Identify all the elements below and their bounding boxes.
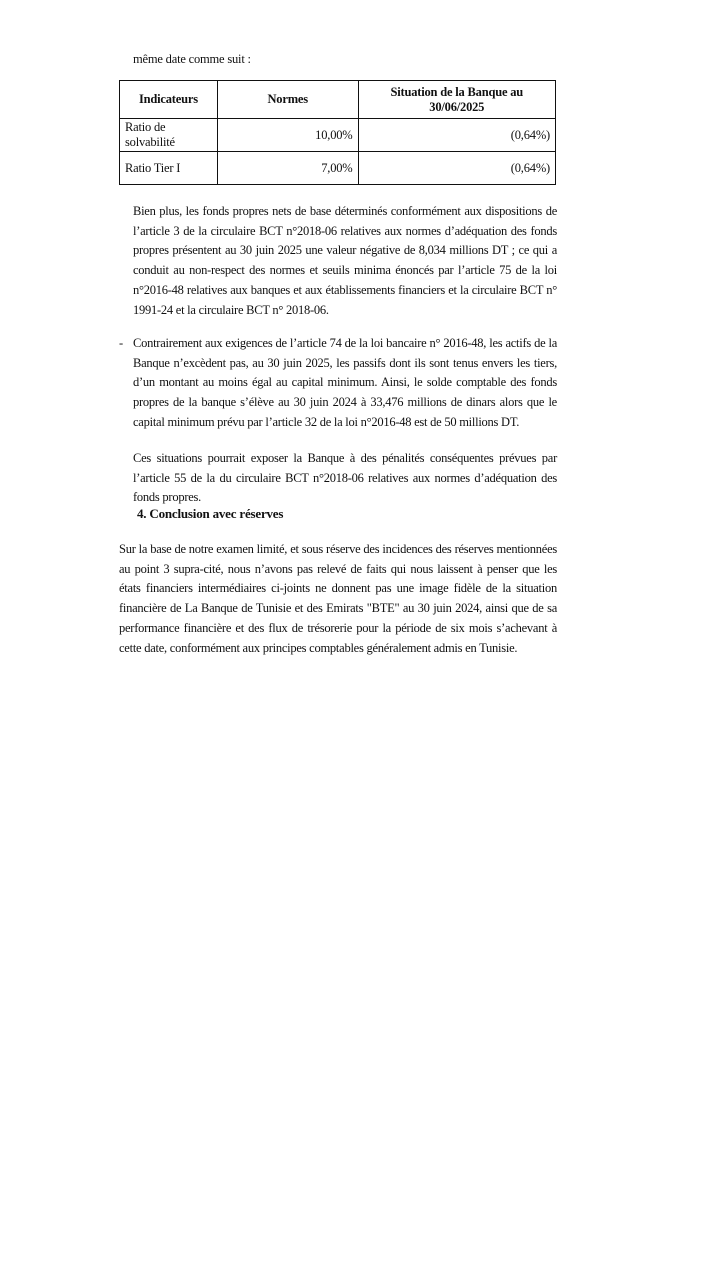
table-cell-indicator: Ratio Tier I: [120, 152, 218, 185]
table-cell-norm: 7,00%: [217, 152, 358, 185]
ratios-table: [119, 80, 556, 185]
table-row: [120, 152, 556, 185]
table-cell-situation: (0,64%): [358, 152, 555, 185]
paragraph-conclusion: Sur la base de notre examen limité, et sous réserve des incidences des réserves mentionnées au point 3 supra-cité, nous n’avons pas relevé de faits qui nous laissent à penser que les états financiers intermédiaires ci-joints ne donnent pas une image fidèle de la situation financière de La Banque de Tunisie et des Emirats "BTE" au 30 juin 2024, ainsi que de sa performance financière et des flux de trésorerie pour la période de six mois s’achevant à cette date, conformément aux principes comptables généralement admis en Tunisie.: [119, 542, 557, 655]
paragraph-fonds-propres: Bien plus, les fonds propres nets de base déterminés conformément aux dispositions de l’article 3 de la circulaire BCT n°2018-06 relatives aux normes d’adéquation des fonds propres présentent au 30 juin 2025 une valeur négative de 8,034 millions DT ; ce qui a conduit au non-respect des normes et seuils minima énoncés par l’article 75 de la loi n°2016-48 relatives aux banques et aux établissements financiers et la circulaire BCT n° 1991-24 et la circulaire BCT n° 2018-06.: [133, 204, 557, 317]
header-indicateurs: Indicateurs: [120, 81, 218, 119]
table-cell-norm: 10,00%: [217, 119, 358, 152]
header-situation: Situation de la Banque au 30/06/2025: [358, 81, 555, 119]
section-heading-conclusion: 4. Conclusion avec réserves: [137, 506, 284, 521]
table-cell-indicator: Ratio de solvabilité: [120, 119, 218, 152]
table-cell-situation: (0,64%): [358, 119, 555, 152]
header-normes: Normes: [217, 81, 358, 119]
intro-text: même date comme suit :: [133, 52, 251, 66]
paragraph-article-74: Contrairement aux exigences de l’article 74 de la loi bancaire n° 2016-48, les actifs de la Banque n’excèdent pas, au 30 juin 2025, les passifs dont ils sont tenus envers les tiers, d’un montant au moins égal au capital minimum. Ainsi, le solde comptable des fonds propres de la banque s’élève au 30 juin 2024 à 33,476 millions de dinars alors que le capital minimum prévu par l’article 32 de la loi n°2016-48 est de 50 millions DT.: [133, 336, 557, 429]
paragraph-penalites: Ces situations pourrait exposer la Banque à des pénalités conséquentes prévues par l’article 55 de la du circulaire BCT n°2018-06 relatives aux normes d’adéquation des fonds propres.: [133, 451, 557, 505]
table-row: [120, 119, 556, 152]
table-header-row: [120, 81, 556, 119]
bullet-mark: -: [119, 336, 124, 350]
